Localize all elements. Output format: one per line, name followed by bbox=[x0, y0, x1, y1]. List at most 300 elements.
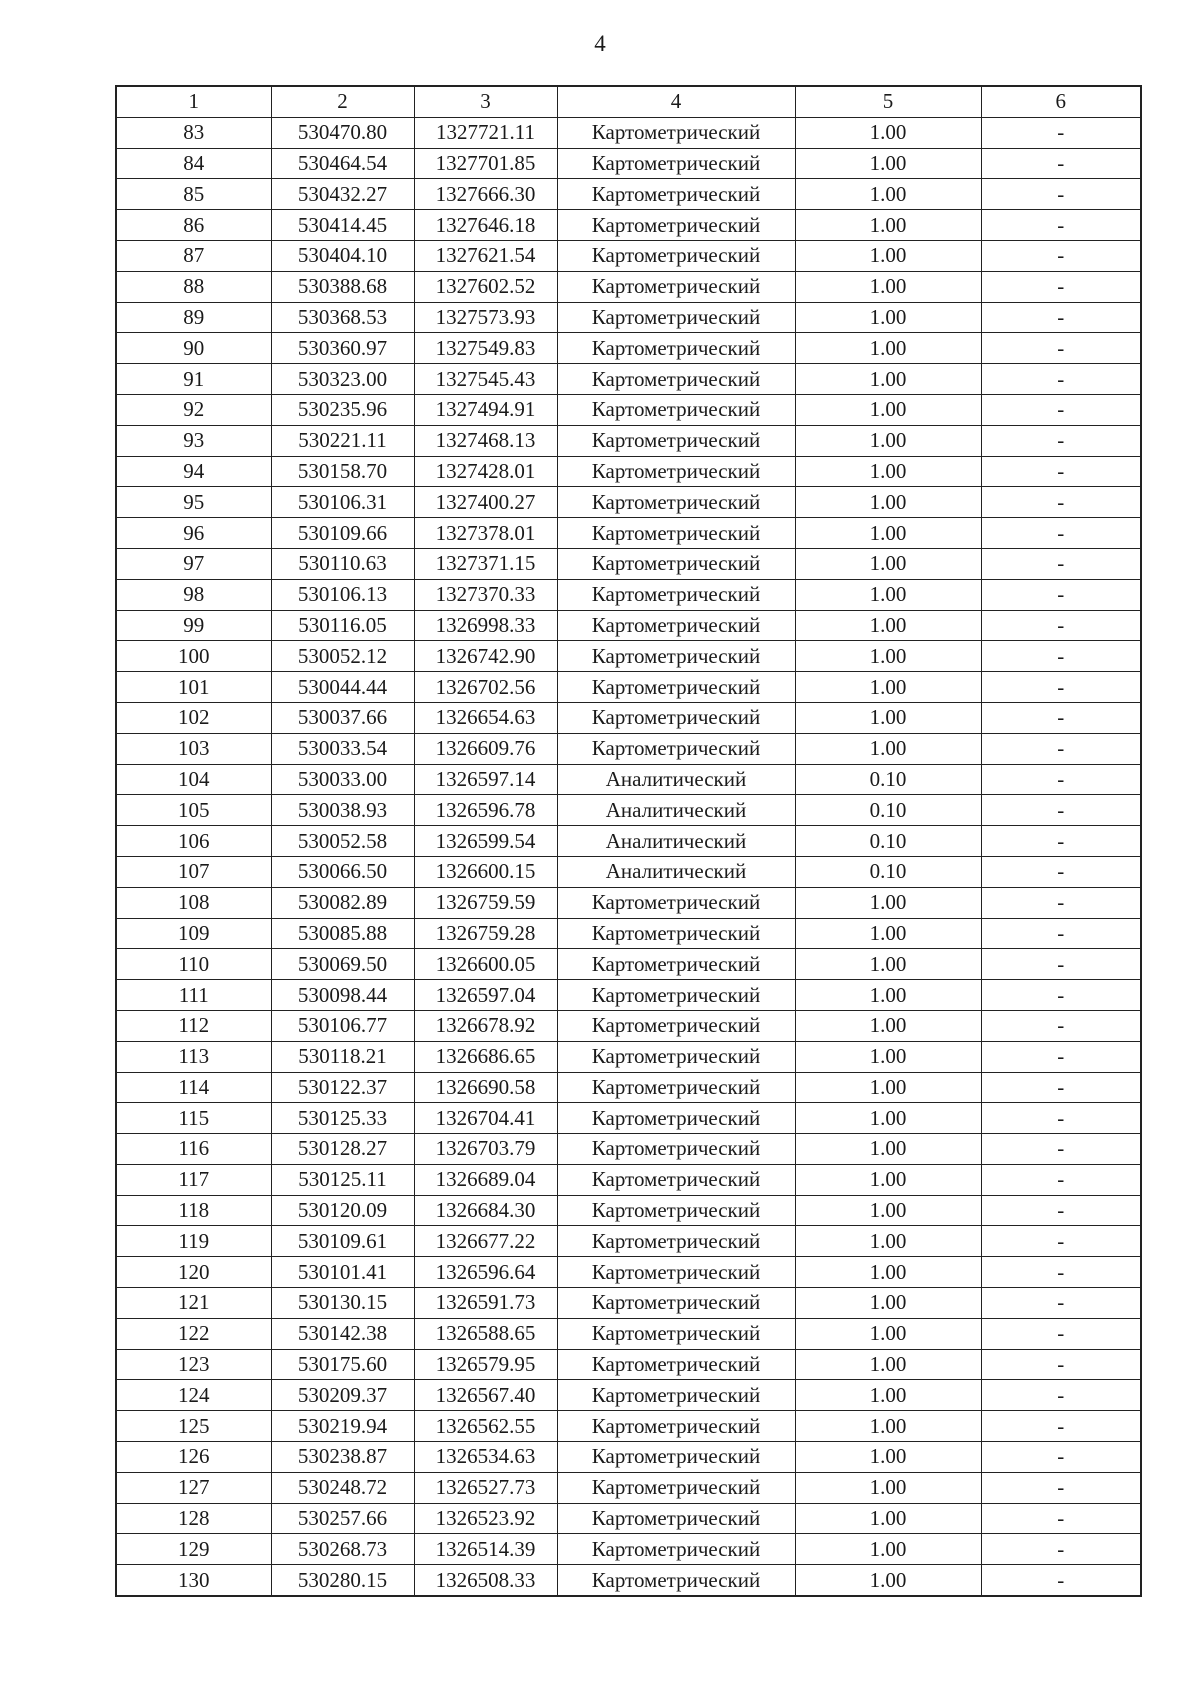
note-cell: - bbox=[981, 240, 1141, 271]
y-coordinate-cell: 1326527.73 bbox=[414, 1472, 557, 1503]
x-coordinate-cell: 530125.11 bbox=[271, 1164, 414, 1195]
table-row bbox=[116, 1411, 1141, 1442]
x-coordinate-cell: 530085.88 bbox=[271, 918, 414, 949]
note-cell: - bbox=[981, 641, 1141, 672]
method-cell: Картометрический bbox=[557, 394, 795, 425]
x-coordinate-cell: 530116.05 bbox=[271, 610, 414, 641]
table-row bbox=[116, 1164, 1141, 1195]
table-row bbox=[116, 887, 1141, 918]
y-coordinate-cell: 1327602.52 bbox=[414, 271, 557, 302]
column-header-6: 6 bbox=[981, 86, 1141, 117]
y-coordinate-cell: 1326567.40 bbox=[414, 1380, 557, 1411]
x-coordinate-cell: 530101.41 bbox=[271, 1257, 414, 1288]
point-number-cell: 96 bbox=[116, 518, 271, 549]
table-row bbox=[116, 733, 1141, 764]
note-cell: - bbox=[981, 1349, 1141, 1380]
method-cell: Аналитический bbox=[557, 856, 795, 887]
accuracy-cell: 1.00 bbox=[795, 210, 981, 241]
table-row bbox=[116, 641, 1141, 672]
method-cell: Картометрический bbox=[557, 980, 795, 1011]
method-cell: Картометрический bbox=[557, 579, 795, 610]
note-cell: - bbox=[981, 1010, 1141, 1041]
y-coordinate-cell: 1327549.83 bbox=[414, 333, 557, 364]
accuracy-cell: 1.00 bbox=[795, 702, 981, 733]
accuracy-cell: 1.00 bbox=[795, 1288, 981, 1319]
point-number-cell: 119 bbox=[116, 1226, 271, 1257]
table-row bbox=[116, 518, 1141, 549]
x-coordinate-cell: 530066.50 bbox=[271, 856, 414, 887]
note-cell: - bbox=[981, 1134, 1141, 1165]
method-cell: Картометрический bbox=[557, 1534, 795, 1565]
note-cell: - bbox=[981, 364, 1141, 395]
note-cell: - bbox=[981, 425, 1141, 456]
method-cell: Картометрический bbox=[557, 1472, 795, 1503]
table-row bbox=[116, 1534, 1141, 1565]
method-cell: Картометрический bbox=[557, 672, 795, 703]
y-coordinate-cell: 1326998.33 bbox=[414, 610, 557, 641]
y-coordinate-cell: 1326508.33 bbox=[414, 1565, 557, 1596]
y-coordinate-cell: 1326677.22 bbox=[414, 1226, 557, 1257]
note-cell: - bbox=[981, 271, 1141, 302]
table-row bbox=[116, 764, 1141, 795]
table-row bbox=[116, 548, 1141, 579]
x-coordinate-cell: 530221.11 bbox=[271, 425, 414, 456]
point-number-cell: 114 bbox=[116, 1072, 271, 1103]
coordinates-table bbox=[115, 85, 1142, 1597]
note-cell: - bbox=[981, 456, 1141, 487]
point-number-cell: 121 bbox=[116, 1288, 271, 1319]
point-number-cell: 92 bbox=[116, 394, 271, 425]
method-cell: Картометрический bbox=[557, 240, 795, 271]
point-number-cell: 95 bbox=[116, 487, 271, 518]
accuracy-cell: 1.00 bbox=[795, 1103, 981, 1134]
table-row bbox=[116, 702, 1141, 733]
accuracy-cell: 1.00 bbox=[795, 980, 981, 1011]
y-coordinate-cell: 1326689.04 bbox=[414, 1164, 557, 1195]
note-cell: - bbox=[981, 1103, 1141, 1134]
table-row bbox=[116, 1288, 1141, 1319]
y-coordinate-cell: 1327573.93 bbox=[414, 302, 557, 333]
point-number-cell: 94 bbox=[116, 456, 271, 487]
accuracy-cell: 1.00 bbox=[795, 1442, 981, 1473]
note-cell: - bbox=[981, 980, 1141, 1011]
point-number-cell: 118 bbox=[116, 1195, 271, 1226]
point-number-cell: 106 bbox=[116, 826, 271, 857]
accuracy-cell: 1.00 bbox=[795, 394, 981, 425]
table-row bbox=[116, 333, 1141, 364]
table-header bbox=[116, 86, 1141, 117]
y-coordinate-cell: 1326759.28 bbox=[414, 918, 557, 949]
y-coordinate-cell: 1326600.15 bbox=[414, 856, 557, 887]
method-cell: Картометрический bbox=[557, 641, 795, 672]
table-row bbox=[116, 394, 1141, 425]
column-header-3: 3 bbox=[414, 86, 557, 117]
x-coordinate-cell: 530268.73 bbox=[271, 1534, 414, 1565]
table-row bbox=[116, 179, 1141, 210]
x-coordinate-cell: 530414.45 bbox=[271, 210, 414, 241]
table-row bbox=[116, 1380, 1141, 1411]
method-cell: Картометрический bbox=[557, 1195, 795, 1226]
y-coordinate-cell: 1327370.33 bbox=[414, 579, 557, 610]
accuracy-cell: 1.00 bbox=[795, 579, 981, 610]
x-coordinate-cell: 530052.12 bbox=[271, 641, 414, 672]
x-coordinate-cell: 530109.66 bbox=[271, 518, 414, 549]
point-number-cell: 83 bbox=[116, 117, 271, 148]
method-cell: Картометрический bbox=[557, 210, 795, 241]
x-coordinate-cell: 530125.33 bbox=[271, 1103, 414, 1134]
point-number-cell: 97 bbox=[116, 548, 271, 579]
accuracy-cell: 1.00 bbox=[795, 1411, 981, 1442]
accuracy-cell: 1.00 bbox=[795, 610, 981, 641]
table-row bbox=[116, 980, 1141, 1011]
accuracy-cell: 1.00 bbox=[795, 887, 981, 918]
x-coordinate-cell: 530052.58 bbox=[271, 826, 414, 857]
method-cell: Картометрический bbox=[557, 1318, 795, 1349]
table-row bbox=[116, 826, 1141, 857]
accuracy-cell: 1.00 bbox=[795, 302, 981, 333]
table-row bbox=[116, 1318, 1141, 1349]
table-row bbox=[116, 1472, 1141, 1503]
method-cell: Картометрический bbox=[557, 548, 795, 579]
point-number-cell: 120 bbox=[116, 1257, 271, 1288]
note-cell: - bbox=[981, 579, 1141, 610]
y-coordinate-cell: 1326597.04 bbox=[414, 980, 557, 1011]
x-coordinate-cell: 530388.68 bbox=[271, 271, 414, 302]
y-coordinate-cell: 1326704.41 bbox=[414, 1103, 557, 1134]
method-cell: Картометрический bbox=[557, 1380, 795, 1411]
accuracy-cell: 1.00 bbox=[795, 179, 981, 210]
note-cell: - bbox=[981, 1226, 1141, 1257]
x-coordinate-cell: 530122.37 bbox=[271, 1072, 414, 1103]
accuracy-cell: 0.10 bbox=[795, 826, 981, 857]
note-cell: - bbox=[981, 1442, 1141, 1473]
table-row bbox=[116, 240, 1141, 271]
column-header-1: 1 bbox=[116, 86, 271, 117]
point-number-cell: 124 bbox=[116, 1380, 271, 1411]
x-coordinate-cell: 530142.38 bbox=[271, 1318, 414, 1349]
y-coordinate-cell: 1326703.79 bbox=[414, 1134, 557, 1165]
x-coordinate-cell: 530238.87 bbox=[271, 1442, 414, 1473]
x-coordinate-cell: 530219.94 bbox=[271, 1411, 414, 1442]
accuracy-cell: 1.00 bbox=[795, 949, 981, 980]
x-coordinate-cell: 530248.72 bbox=[271, 1472, 414, 1503]
accuracy-cell: 1.00 bbox=[795, 333, 981, 364]
point-number-cell: 112 bbox=[116, 1010, 271, 1041]
point-number-cell: 86 bbox=[116, 210, 271, 241]
note-cell: - bbox=[981, 1195, 1141, 1226]
point-number-cell: 129 bbox=[116, 1534, 271, 1565]
x-coordinate-cell: 530120.09 bbox=[271, 1195, 414, 1226]
y-coordinate-cell: 1326600.05 bbox=[414, 949, 557, 980]
note-cell: - bbox=[981, 1411, 1141, 1442]
note-cell: - bbox=[981, 856, 1141, 887]
point-number-cell: 109 bbox=[116, 918, 271, 949]
note-cell: - bbox=[981, 918, 1141, 949]
table-row bbox=[116, 579, 1141, 610]
note-cell: - bbox=[981, 795, 1141, 826]
y-coordinate-cell: 1326686.65 bbox=[414, 1041, 557, 1072]
method-cell: Картометрический bbox=[557, 518, 795, 549]
accuracy-cell: 0.10 bbox=[795, 856, 981, 887]
method-cell: Картометрический bbox=[557, 1010, 795, 1041]
point-number-cell: 91 bbox=[116, 364, 271, 395]
y-coordinate-cell: 1327545.43 bbox=[414, 364, 557, 395]
method-cell: Картометрический bbox=[557, 148, 795, 179]
note-cell: - bbox=[981, 949, 1141, 980]
y-coordinate-cell: 1327428.01 bbox=[414, 456, 557, 487]
accuracy-cell: 1.00 bbox=[795, 487, 981, 518]
x-coordinate-cell: 530257.66 bbox=[271, 1503, 414, 1534]
method-cell: Картометрический bbox=[557, 1103, 795, 1134]
note-cell: - bbox=[981, 518, 1141, 549]
x-coordinate-cell: 530235.96 bbox=[271, 394, 414, 425]
accuracy-cell: 1.00 bbox=[795, 456, 981, 487]
y-coordinate-cell: 1326684.30 bbox=[414, 1195, 557, 1226]
accuracy-cell: 1.00 bbox=[795, 117, 981, 148]
point-number-cell: 123 bbox=[116, 1349, 271, 1380]
point-number-cell: 125 bbox=[116, 1411, 271, 1442]
y-coordinate-cell: 1326690.58 bbox=[414, 1072, 557, 1103]
accuracy-cell: 1.00 bbox=[795, 1318, 981, 1349]
accuracy-cell: 1.00 bbox=[795, 1257, 981, 1288]
table-row bbox=[116, 425, 1141, 456]
method-cell: Картометрический bbox=[557, 1041, 795, 1072]
x-coordinate-cell: 530037.66 bbox=[271, 702, 414, 733]
accuracy-cell: 1.00 bbox=[795, 1072, 981, 1103]
y-coordinate-cell: 1326702.56 bbox=[414, 672, 557, 703]
note-cell: - bbox=[981, 1288, 1141, 1319]
x-coordinate-cell: 530360.97 bbox=[271, 333, 414, 364]
accuracy-cell: 1.00 bbox=[795, 672, 981, 703]
y-coordinate-cell: 1326591.73 bbox=[414, 1288, 557, 1319]
method-cell: Аналитический bbox=[557, 826, 795, 857]
method-cell: Картометрический bbox=[557, 1288, 795, 1319]
y-coordinate-cell: 1326597.14 bbox=[414, 764, 557, 795]
note-cell: - bbox=[981, 672, 1141, 703]
table-row bbox=[116, 949, 1141, 980]
method-cell: Картометрический bbox=[557, 456, 795, 487]
accuracy-cell: 1.00 bbox=[795, 1164, 981, 1195]
point-number-cell: 84 bbox=[116, 148, 271, 179]
note-cell: - bbox=[981, 1503, 1141, 1534]
point-number-cell: 98 bbox=[116, 579, 271, 610]
method-cell: Картометрический bbox=[557, 733, 795, 764]
y-coordinate-cell: 1327494.91 bbox=[414, 394, 557, 425]
y-coordinate-cell: 1326596.78 bbox=[414, 795, 557, 826]
note-cell: - bbox=[981, 764, 1141, 795]
point-number-cell: 85 bbox=[116, 179, 271, 210]
method-cell: Картометрический bbox=[557, 117, 795, 148]
column-header-4: 4 bbox=[557, 86, 795, 117]
y-coordinate-cell: 1327721.11 bbox=[414, 117, 557, 148]
x-coordinate-cell: 530464.54 bbox=[271, 148, 414, 179]
method-cell: Картометрический bbox=[557, 271, 795, 302]
x-coordinate-cell: 530098.44 bbox=[271, 980, 414, 1011]
table-row bbox=[116, 918, 1141, 949]
y-coordinate-cell: 1327400.27 bbox=[414, 487, 557, 518]
point-number-cell: 101 bbox=[116, 672, 271, 703]
x-coordinate-cell: 530033.00 bbox=[271, 764, 414, 795]
table-row bbox=[116, 1010, 1141, 1041]
method-cell: Картометрический bbox=[557, 1565, 795, 1596]
y-coordinate-cell: 1326534.63 bbox=[414, 1442, 557, 1473]
x-coordinate-cell: 530118.21 bbox=[271, 1041, 414, 1072]
point-number-cell: 99 bbox=[116, 610, 271, 641]
x-coordinate-cell: 530470.80 bbox=[271, 117, 414, 148]
table-row bbox=[116, 487, 1141, 518]
accuracy-cell: 1.00 bbox=[795, 1010, 981, 1041]
table-row bbox=[116, 610, 1141, 641]
accuracy-cell: 1.00 bbox=[795, 548, 981, 579]
note-cell: - bbox=[981, 394, 1141, 425]
accuracy-cell: 1.00 bbox=[795, 1195, 981, 1226]
y-coordinate-cell: 1327666.30 bbox=[414, 179, 557, 210]
method-cell: Картометрический bbox=[557, 949, 795, 980]
accuracy-cell: 1.00 bbox=[795, 518, 981, 549]
method-cell: Картометрический bbox=[557, 487, 795, 518]
table-row bbox=[116, 1503, 1141, 1534]
y-coordinate-cell: 1327701.85 bbox=[414, 148, 557, 179]
note-cell: - bbox=[981, 1072, 1141, 1103]
method-cell: Картометрический bbox=[557, 1226, 795, 1257]
method-cell: Картометрический bbox=[557, 302, 795, 333]
method-cell: Картометрический bbox=[557, 887, 795, 918]
point-number-cell: 89 bbox=[116, 302, 271, 333]
accuracy-cell: 1.00 bbox=[795, 364, 981, 395]
y-coordinate-cell: 1326523.92 bbox=[414, 1503, 557, 1534]
page-number: 4 bbox=[594, 31, 606, 56]
y-coordinate-cell: 1326514.39 bbox=[414, 1534, 557, 1565]
note-cell: - bbox=[981, 1041, 1141, 1072]
table-body bbox=[116, 117, 1141, 1596]
table-row bbox=[116, 795, 1141, 826]
note-cell: - bbox=[981, 1472, 1141, 1503]
note-cell: - bbox=[981, 548, 1141, 579]
table-row bbox=[116, 1072, 1141, 1103]
column-header-2: 2 bbox=[271, 86, 414, 117]
accuracy-cell: 1.00 bbox=[795, 1349, 981, 1380]
x-coordinate-cell: 530110.63 bbox=[271, 548, 414, 579]
accuracy-cell: 1.00 bbox=[795, 1565, 981, 1596]
method-cell: Картометрический bbox=[557, 918, 795, 949]
accuracy-cell: 1.00 bbox=[795, 1534, 981, 1565]
x-coordinate-cell: 530368.53 bbox=[271, 302, 414, 333]
point-number-cell: 128 bbox=[116, 1503, 271, 1534]
point-number-cell: 110 bbox=[116, 949, 271, 980]
accuracy-cell: 1.00 bbox=[795, 1380, 981, 1411]
accuracy-cell: 1.00 bbox=[795, 1041, 981, 1072]
y-coordinate-cell: 1326654.63 bbox=[414, 702, 557, 733]
accuracy-cell: 1.00 bbox=[795, 425, 981, 456]
x-coordinate-cell: 530044.44 bbox=[271, 672, 414, 703]
point-number-cell: 104 bbox=[116, 764, 271, 795]
accuracy-cell: 1.00 bbox=[795, 1472, 981, 1503]
x-coordinate-cell: 530209.37 bbox=[271, 1380, 414, 1411]
y-coordinate-cell: 1327378.01 bbox=[414, 518, 557, 549]
accuracy-cell: 1.00 bbox=[795, 733, 981, 764]
note-cell: - bbox=[981, 179, 1141, 210]
table-row bbox=[116, 1442, 1141, 1473]
table-row bbox=[116, 271, 1141, 302]
x-coordinate-cell: 530158.70 bbox=[271, 456, 414, 487]
y-coordinate-cell: 1326588.65 bbox=[414, 1318, 557, 1349]
y-coordinate-cell: 1326599.54 bbox=[414, 826, 557, 857]
header-row bbox=[116, 86, 1141, 117]
y-coordinate-cell: 1326609.76 bbox=[414, 733, 557, 764]
note-cell: - bbox=[981, 210, 1141, 241]
x-coordinate-cell: 530106.13 bbox=[271, 579, 414, 610]
note-cell: - bbox=[981, 1257, 1141, 1288]
method-cell: Картометрический bbox=[557, 1164, 795, 1195]
table-row bbox=[116, 856, 1141, 887]
method-cell: Картометрический bbox=[557, 425, 795, 456]
x-coordinate-cell: 530082.89 bbox=[271, 887, 414, 918]
point-number-cell: 102 bbox=[116, 702, 271, 733]
y-coordinate-cell: 1326596.64 bbox=[414, 1257, 557, 1288]
point-number-cell: 113 bbox=[116, 1041, 271, 1072]
method-cell: Картометрический bbox=[557, 1257, 795, 1288]
x-coordinate-cell: 530038.93 bbox=[271, 795, 414, 826]
table-row bbox=[116, 1226, 1141, 1257]
accuracy-cell: 1.00 bbox=[795, 148, 981, 179]
method-cell: Аналитический bbox=[557, 764, 795, 795]
x-coordinate-cell: 530404.10 bbox=[271, 240, 414, 271]
table-row bbox=[116, 210, 1141, 241]
note-cell: - bbox=[981, 148, 1141, 179]
table-row bbox=[116, 1041, 1141, 1072]
table-row bbox=[116, 1134, 1141, 1165]
point-number-cell: 115 bbox=[116, 1103, 271, 1134]
table-row bbox=[116, 302, 1141, 333]
x-coordinate-cell: 530128.27 bbox=[271, 1134, 414, 1165]
method-cell: Картометрический bbox=[557, 1442, 795, 1473]
note-cell: - bbox=[981, 1565, 1141, 1596]
note-cell: - bbox=[981, 1534, 1141, 1565]
x-coordinate-cell: 530069.50 bbox=[271, 949, 414, 980]
note-cell: - bbox=[981, 333, 1141, 364]
method-cell: Картометрический bbox=[557, 702, 795, 733]
x-coordinate-cell: 530175.60 bbox=[271, 1349, 414, 1380]
table-row bbox=[116, 1103, 1141, 1134]
point-number-cell: 107 bbox=[116, 856, 271, 887]
method-cell: Аналитический bbox=[557, 795, 795, 826]
point-number-cell: 93 bbox=[116, 425, 271, 456]
note-cell: - bbox=[981, 1164, 1141, 1195]
note-cell: - bbox=[981, 1318, 1141, 1349]
x-coordinate-cell: 530280.15 bbox=[271, 1565, 414, 1596]
point-number-cell: 100 bbox=[116, 641, 271, 672]
table-row bbox=[116, 1195, 1141, 1226]
point-number-cell: 111 bbox=[116, 980, 271, 1011]
table-row bbox=[116, 456, 1141, 487]
y-coordinate-cell: 1327621.54 bbox=[414, 240, 557, 271]
point-number-cell: 88 bbox=[116, 271, 271, 302]
accuracy-cell: 1.00 bbox=[795, 240, 981, 271]
y-coordinate-cell: 1326742.90 bbox=[414, 641, 557, 672]
y-coordinate-cell: 1327371.15 bbox=[414, 548, 557, 579]
note-cell: - bbox=[981, 733, 1141, 764]
method-cell: Картометрический bbox=[557, 333, 795, 364]
note-cell: - bbox=[981, 1380, 1141, 1411]
x-coordinate-cell: 530033.54 bbox=[271, 733, 414, 764]
point-number-cell: 116 bbox=[116, 1134, 271, 1165]
point-number-cell: 103 bbox=[116, 733, 271, 764]
point-number-cell: 105 bbox=[116, 795, 271, 826]
accuracy-cell: 1.00 bbox=[795, 641, 981, 672]
point-number-cell: 117 bbox=[116, 1164, 271, 1195]
y-coordinate-cell: 1326562.55 bbox=[414, 1411, 557, 1442]
y-coordinate-cell: 1327646.18 bbox=[414, 210, 557, 241]
